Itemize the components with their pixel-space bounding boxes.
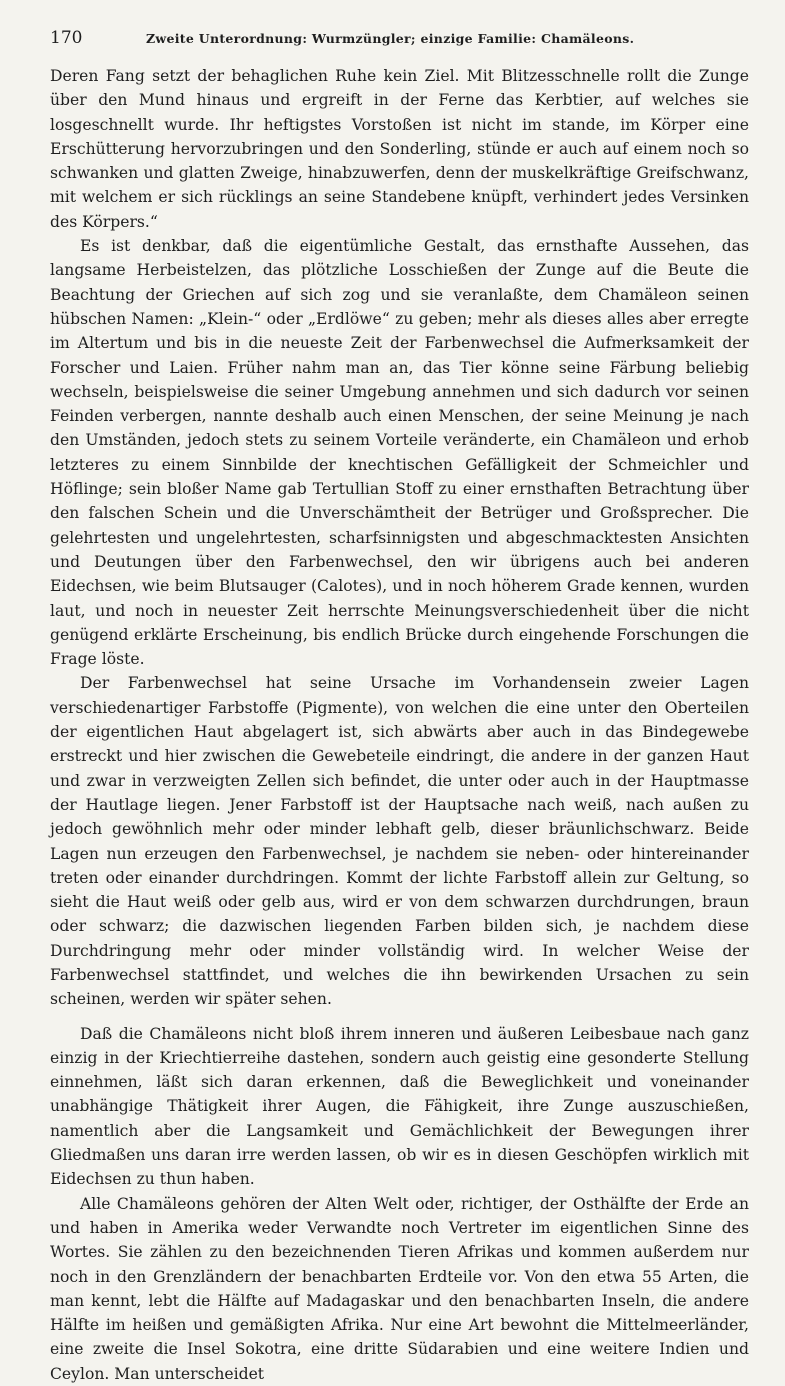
paragraph: Daß die Chamäleons nicht bloß ihrem inneren und äußeren Leibesbaue nach ganz einzig in der Kriechtierreihe dastehen, sondern auch geistig eine gesonderte Stellung einnehmen, läßt sich daran erkennen, daß die Beweglichkeit und voneinander unabhängige Thätigkeit ihrer Augen, die Fähigkeit, ihre Zunge auszuschießen, namentlich aber die Langsamkeit und Gemächlichkeit der Bewegungen ihrer Gliedmaßen uns daran irre werden lassen, ob wir es in diesen Geschöpfen wirklich mit Eidechsen zu thun haben. xyxy=(50,1024,749,1189)
running-head: Zweite Unterordnung: Wurmzüngler; einzige Familie: Chamäleons. xyxy=(146,31,635,46)
paragraph: Alle Chamäleons gehören der Alten Welt oder, richtiger, der Osthälfte der Erde an und haben in Amerika weder Verwandte noch Vertreter im eigentlichen Sinne des Wortes. Sie zählen zu den bezeichnenden Tieren Afrikas und kommen außerdem nur noch in den Grenzländern der benachbarten Erdteile vor. Von den etwa 55 Arten, die man kennt, lebt die Hälfte auf Madagaskar und den benachbarten Inseln, die andere Hälfte im heißen und gemäßigten Afrika. Nur eine Art bewohnt die Mittelmeerländer, eine zweite die Insel Sokotra, eine dritte Südarabien und eine weitere Indien und Ceylon. Man unterscheidet xyxy=(50,1194,749,1383)
page-number: 170 xyxy=(50,28,83,48)
page-body xyxy=(50,64,749,1386)
paragraph: Der Farbenwechsel hat seine Ursache im Vorhandensein zweier Lagen verschiedenartiger Farbstoffe (Pigmente), von welchen die eine unter den Oberteilen der eigentlichen Haut abgelagert ist, sich abwärts aber auch in das Bindegewebe erstreckt und hier zwischen die Gewebeteile eindringt, die andere in der ganzen Haut und zwar in verzweigten Zellen sich befindet, die unter oder auch in der Hauptmasse der Hautlage liegen. Jener Farbstoff ist der Hauptsache nach weiß, nach außen zu jedoch gewöhnlich mehr oder minder lebhaft gelb, dieser bräunlichschwarz. Beide Lagen nun erzeugen den Farbenwechsel, je nachdem sie neben- oder hintereinander treten oder einander durchdringen. Kommt der lichte Farbstoff allein zur Geltung, so sieht die Haut weiß oder gelb aus, wird er von dem schwarzen durchdrungen, braun oder schwarz; die dazwischen liegenden Farben bilden sich, je nachdem diese Durchdringung mehr oder minder vollständig wird. In welcher Weise der Farbenwechsel stattfindet, und welches die ihn bewirkenden Ursachen zu sein scheinen, werden wir später sehen. xyxy=(50,674,749,1009)
paragraph: Deren Fang setzt der behaglichen Ruhe kein Ziel. Mit Blitzesschnelle rollt die Zunge über den Mund hinaus und ergreift in der Ferne das Kerbtier, auf welches sie losgeschnellt wurde. Ihr heftigstes Vorstoßen ist nicht im stande, im Körper eine Erschütterung hervorzubringen und den Sonderling, stünde er auch auf einem noch so schwanken und glatten Zweige, hinabzuwerfen, denn der muskelkräftige Greifschwanz, mit welchem er sich rücklings an seine Standebene knüpft, verhindert jedes Versinken des Körpers.“ xyxy=(50,67,749,231)
paragraph: Es ist denkbar, daß die eigentümliche Gestalt, das ernsthafte Aussehen, das langsame Herbeistelzen, das plötzliche Losschießen der Zunge auf die Beute die Beachtung der Griechen auf sich zog und sie veranlaßte, dem Chamäleon seinen hübschen Namen: „Klein-“ oder „Erdlöwe“ zu geben; mehr als dieses alles aber erregte im Altertum und bis in die neueste Zeit der Farbenwechsel die Aufmerksamkeit der Forscher und Laien. Früher nahm man an, das Tier könne seine Färbung beliebig wechseln, beispielsweise die seiner Umgebung annehmen und sich dadurch vor seinen Feinden verbergen, nannte deshalb auch einen Menschen, der seine Meinung je nach den Umständen, jedoch stets zu seinem Vorteile veränderte, ein Chamäleon und erhob letzteres zu einem Sinnbilde der knechtischen Gefälligkeit der Schmeichler und Höflinge; sein bloßer Name gab Tertullian Stoff zu einer ernsthaften Betrachtung über den falschen Schein und die Unverschämtheit der Betrüger und Großsprecher. Die gelehrtesten und ungelehrtesten, scharfsinnigsten und abgeschmacktesten Ansichten und Deutungen über den Farbenwechsel, den wir übrigens auch bei anderen Eidechsen, wie beim Blutsauger (Calotes), und in noch höherem Grade kennen, wurden laut, und noch in neuester Zeit herrschte Meinungsverschiedenheit über die nicht genügend erklärte Erscheinung, bis endlich Brücke durch eingehende Forschungen die Frage löste. xyxy=(50,237,749,669)
page-header xyxy=(50,28,749,58)
